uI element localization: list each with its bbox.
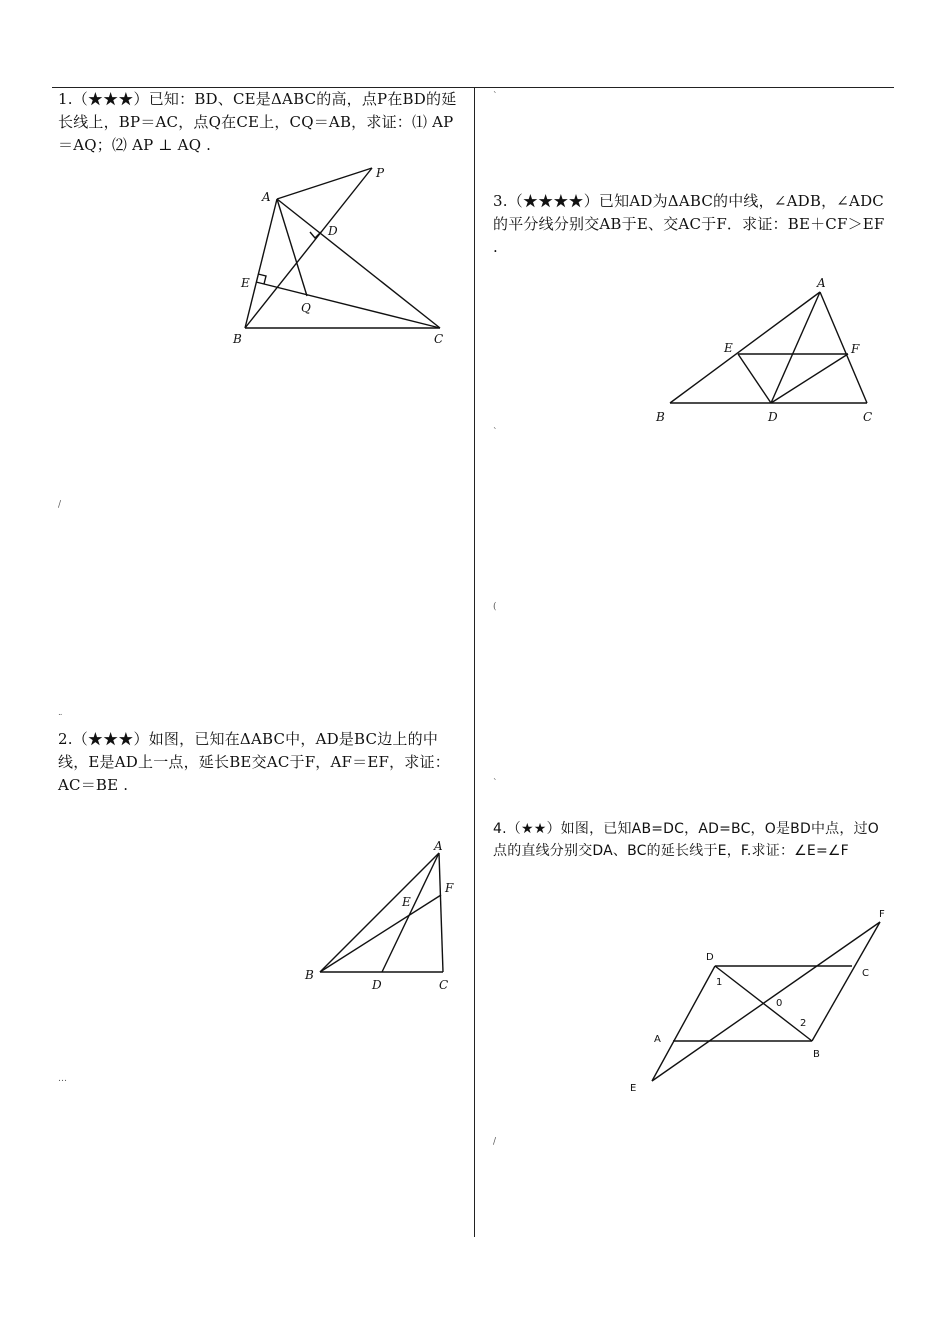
fig2-segment-BF [320,895,441,972]
problem-2-stars: （★★★） [72,730,149,748]
problem-4-text: 如图，已知AB=DC，AD=BC，O是BD中点，过O点的直线分别交DA、BC的延长线于E，F.求证：∠E=∠F [493,821,879,859]
problem-3-text: 已知AD为ΔABC的中线，∠ADB，∠ADC的平分线分别交AB于E、交AC于F．求证：BE＋CF＞EF . [493,192,885,256]
fig1-label-A: A [262,190,271,204]
fig2-label-F: F [445,881,454,895]
figure-4 [630,909,885,1094]
fig4-label-angle-1: 1 [716,977,723,988]
fig3-label-B: B [656,410,665,424]
fig2-label-B: B [305,968,314,982]
stray-mark: ¨ [58,714,63,724]
fig3-label-C: C [863,410,873,424]
fig4-label-E: E [630,1083,637,1094]
fig1-label-D: D [328,224,338,238]
fig2-label-C: C [439,978,449,992]
figure-3 [655,276,872,424]
fig2-segment-AC [439,853,443,972]
problem-1-stars: （★★★） [72,90,149,108]
fig1-label-C: C [434,332,444,346]
fig3-segment-AD [771,292,820,403]
fig2-label-E: E [402,895,411,909]
stray-mark: ` [493,92,498,102]
stray-mark: ` [493,779,498,789]
fig4-label-O: 0 [776,998,783,1009]
problem-2-text: 如图，已知在ΔABC中，AD是BC边上的中线，E是AD上一点，延长BE交AC于F，AF＝EF，求证：AC＝BE . [58,730,450,794]
fig2-segment-AB [320,853,439,972]
problem-3-stars: （★★★★） [507,192,599,210]
stray-mark: ( [493,602,497,612]
fig4-label-A: A [654,1034,661,1045]
fig2-label-D: D [372,978,382,992]
fig4-segment-BF [812,922,880,1041]
fig1-label-E: E [241,276,250,290]
fig2-segment-AD [382,853,439,972]
fig4-label-C: C [862,968,869,979]
problem-3-number: 3. [493,192,508,210]
fig3-segment-AC [820,292,867,403]
fig4-label-angle-2: 2 [800,1018,807,1029]
fig3-label-D: D [768,410,778,424]
problem-4-number: 4. [493,821,507,837]
fig1-label-B: B [233,332,242,346]
problem-1-number: 1. [58,90,73,108]
fig3-segment-ED [738,354,771,403]
fig4-label-B: B [813,1049,820,1060]
fig3-label-F: F [851,342,860,356]
problem-1-text: 已知：BD、CE是ΔABC的高，点P在BD的延长线上，BP＝AC，点Q在CE上，CQ＝AB，求证：⑴ AP＝AQ；⑵ AP ⊥ AQ . [58,90,457,154]
stray-mark: … [58,1074,67,1084]
fig2-label-A: A [434,839,443,853]
fig3-label-A: A [817,276,826,290]
fig4-label-F: F [879,909,885,920]
figure-2 [304,839,454,992]
stray-mark: / [493,1137,497,1147]
stray-mark: / [58,500,62,510]
problem-4-stars: （★★） [506,821,561,837]
fig1-label-Q: Q [301,301,311,315]
fig4-segment-EF [652,922,880,1081]
stray-mark: ` [493,428,498,438]
fig4-label-D: D [706,952,714,963]
fig3-label-E: E [724,341,733,355]
fig1-segment-AP [277,168,372,199]
fig1-label-P: P [376,166,385,180]
fig1-segment-CE [256,282,440,328]
problem-2-number: 2. [58,730,73,748]
figure-1 [232,166,443,346]
fig4-segment-DE [652,966,715,1081]
